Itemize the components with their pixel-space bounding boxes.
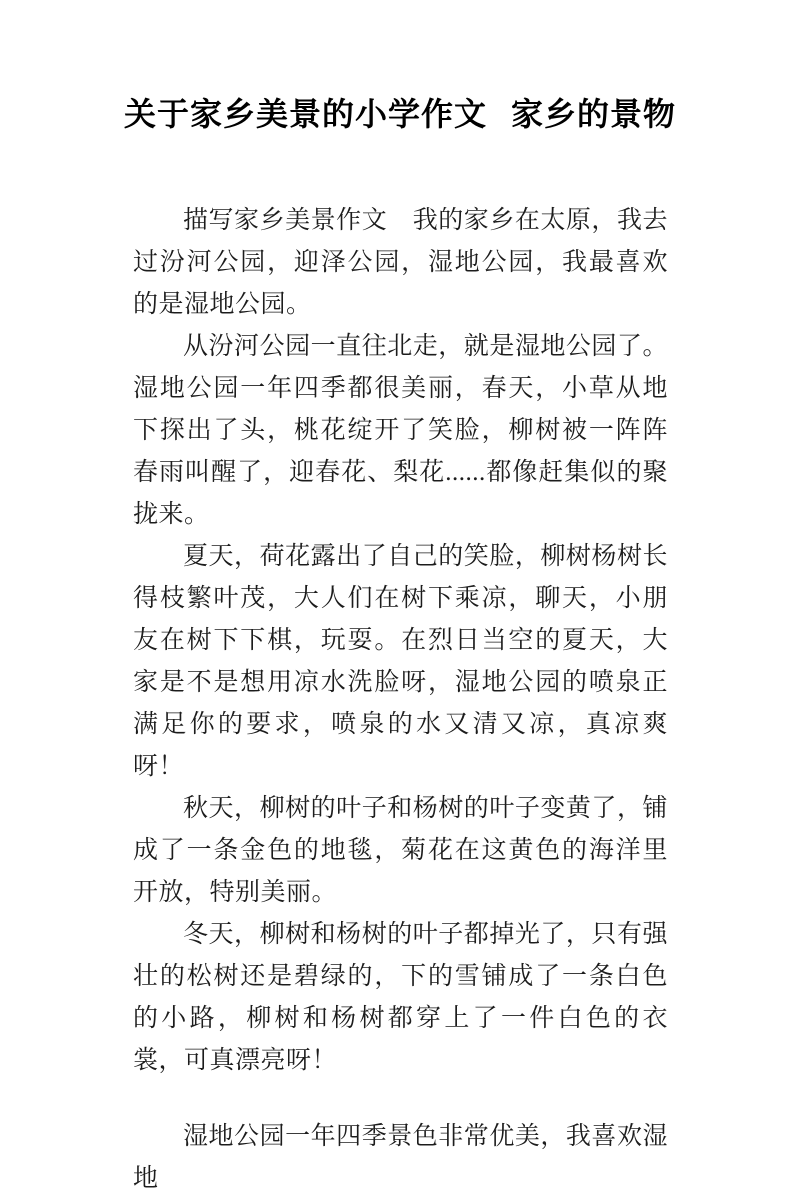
essay-paragraph-summer: 夏天，荷花露出了自己的笑脸，柳树杨树长得枝繁叶茂，大人们在树下乘凉，聊天，小朋友在树下下棋，玩耍。在烈日当空的夏天，大家是不是想用凉水洗脸呀，湿地公园的喷泉正满足你的要求，喷泉的水又清又凉，真凉爽呀！ <box>133 543 668 780</box>
essay-paragraph-closing: 湿地公园一年四季景色非常优美，我喜欢湿地 <box>133 1123 668 1192</box>
essay-paragraph-spring: 从汾河公园一直往北走，就是湿地公园了。湿地公园一年四季都很美丽，春天，小草从地下探出了头，桃花绽开了笑脸，柳树被一阵阵春雨叫醒了，迎春花、梨花......都像赶集似的聚拢来。 <box>133 333 668 528</box>
essay-paragraph-winter: 冬天，柳树和杨树的叶子都掉光了，只有强壮的松树还是碧绿的，下的雪铺成了一条白色的小路，柳树和杨树都穿上了一件白色的衣裳，可真漂亮呀！ <box>133 921 668 1074</box>
essay-body <box>133 200 668 1200</box>
essay-title: 关于家乡美景的小学作文 家乡的景物 <box>124 96 676 132</box>
essay-paragraph-autumn: 秋天，柳树的叶子和杨树的叶子变黄了，铺成了一条金色的地毯，菊花在这黄色的海洋里开放，特别美丽。 <box>133 795 668 906</box>
essay-paragraph-intro: 描写家乡美景作文 我的家乡在太原，我去过汾河公园，迎泽公园，湿地公园，我最喜欢的是湿地公园。 <box>133 207 668 318</box>
